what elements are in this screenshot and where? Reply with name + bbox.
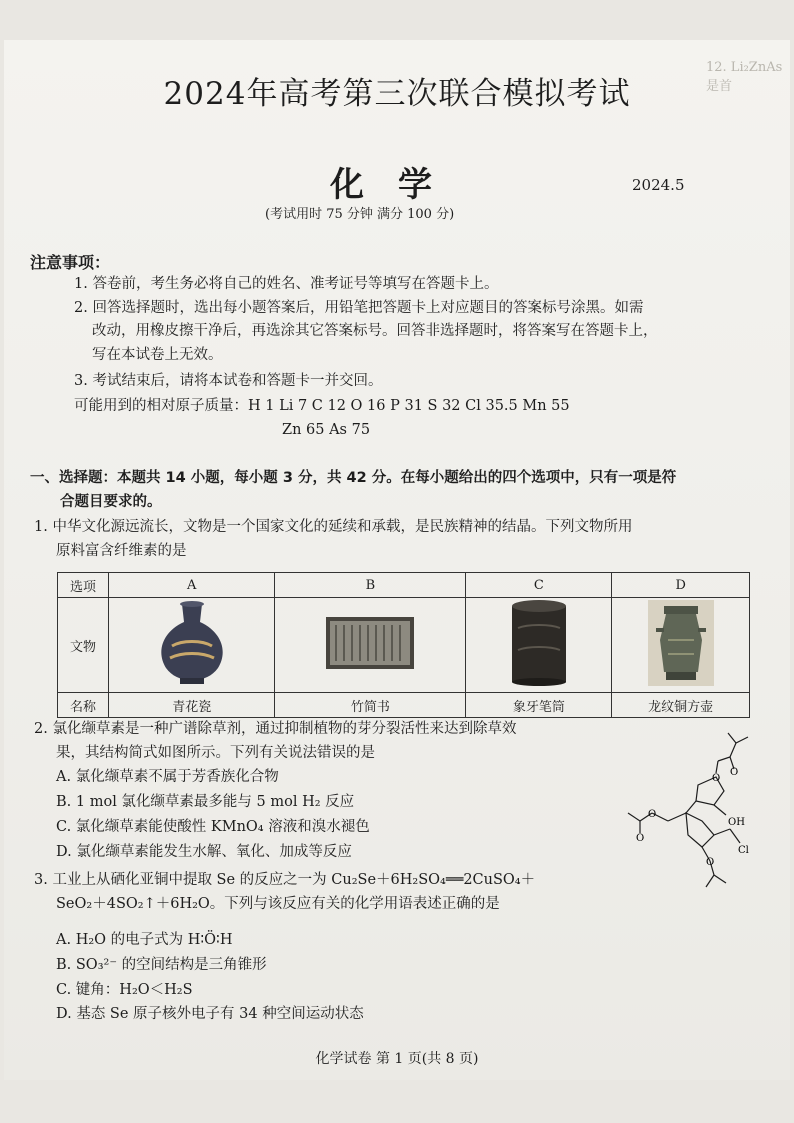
atomic-mass-line: Zn 65 As 75: [282, 422, 371, 438]
q3-option-d: D. 基态 Se 原子核外电子有 34 种空间运动状态: [56, 1006, 364, 1022]
bamboo-slips-image: [324, 615, 416, 671]
atom-label: O: [730, 767, 739, 778]
section-heading: 合题目要求的。: [60, 494, 162, 510]
artifact-image-cell: [466, 598, 612, 693]
atom-label: Cl: [738, 845, 749, 856]
exam-title: 2024年高考第三次联合模拟考试: [163, 76, 631, 112]
notice-line: 3. 考试结束后，请将本试卷和答题卡一并交回。: [74, 373, 383, 389]
notice-line: 改动，用橡皮擦干净后，再选涂其它答案标号。回答非选择题时，将答案写在答题卡上，: [92, 323, 658, 339]
bleed-through-text: 12. Li₂ZnAs 是首: [706, 60, 783, 94]
artifact-name: 龙纹铜方壶: [612, 693, 750, 718]
q3-option-a: A. H₂O 的电子式为 H∶Ö∶H: [56, 932, 233, 948]
notice-line: 1. 答卷前，考生务必将自己的姓名、准考证号等填写在答题卡上。: [74, 276, 499, 292]
q3-option-b: B. SO₃²⁻ 的空间结构是三角锥形: [56, 957, 267, 973]
atom-label: OH: [728, 817, 745, 828]
artifact-name: 竹简书: [275, 693, 466, 718]
q3-stem: 3. 工业上从硒化亚铜中提取 Se 的反应之一为 Cu₂Se＋6H₂SO₄══2CuSO₄＋: [34, 872, 536, 888]
q2-option-b: B. 1 mol 氯化缬草素最多能与 5 mol H₂ 反应: [56, 794, 355, 810]
notice-heading: 注意事项：: [30, 253, 111, 272]
table-row-label: 选项: [58, 573, 109, 598]
atom-label: O: [648, 809, 657, 820]
q2-stem: 果，其结构简式如图所示。下列有关说法错误的是: [56, 745, 375, 761]
subject-title: 化学: [330, 165, 466, 205]
q2-option-a: A. 氯化缬草素不属于芳香族化合物: [56, 769, 279, 785]
artifact-name: 象牙笔筒: [466, 693, 612, 718]
atom-label: O: [706, 857, 715, 868]
bronze-pot-image: [648, 600, 714, 686]
section-heading: 一、选择题：本题共 14 小题，每小题 3 分，共 42 分。在每小题给出的四个选项中，只有一项是符: [30, 470, 677, 486]
atom-label: O: [636, 833, 645, 844]
q2-option-d: D. 氯化缬草素能发生水解、氧化、加成等反应: [56, 844, 352, 860]
exam-date: 2024.5: [632, 176, 685, 194]
artifact-image-cell: [109, 598, 275, 693]
porcelain-vase-image: [152, 600, 232, 686]
artifact-image-cell: [275, 598, 466, 693]
artifact-name: 青花瓷: [109, 693, 275, 718]
atomic-mass-line: 可能用到的相对原子质量：H 1 Li 7 C 12 O 16 P 31 S 32 Cl 35.5 Mn 55: [74, 398, 570, 414]
page-footer: 化学试卷 第 1 页(共 8 页): [315, 1051, 479, 1067]
table-row-label: 名称: [58, 693, 109, 718]
table-row-label: 文物: [58, 598, 109, 693]
atom-label: O: [712, 773, 721, 784]
q3-option-c: C. 键角：H₂O＜H₂S: [56, 982, 193, 998]
option-header: C: [466, 573, 612, 598]
q2-stem: 2. 氯化缬草素是一种广谱除草剂，通过抑制植物的芽分裂活性来达到除草效: [34, 721, 517, 737]
artifact-image-cell: [612, 598, 750, 693]
q1-stem: 1. 中华文化源远流长，文物是一个国家文化的延续和承载，是民族精神的结晶。下列文物所用: [34, 519, 633, 535]
option-header: B: [275, 573, 466, 598]
q3-stem: SeO₂＋4SO₂↑＋6H₂O。下列与该反应有关的化学用语表述正确的是: [56, 896, 500, 912]
exam-duration: (考试用时 75 分钟 满分 100 分): [265, 207, 455, 222]
notice-line: 2. 回答选择题时，选出每小题答案后，用铅笔把答题卡上对应题目的答案标号涂黑。如需: [74, 300, 644, 316]
artifact-table: [57, 572, 750, 718]
q1-stem: 原料富含纤维素的是: [56, 543, 187, 559]
chlorovaltrate-structure: [618, 725, 758, 890]
ivory-brush-pot-image: [504, 598, 574, 688]
option-header: D: [612, 573, 750, 598]
q2-option-c: C. 氯化缬草素能使酸性 KMnO₄ 溶液和溴水褪色: [56, 819, 370, 835]
option-header: A: [109, 573, 275, 598]
notice-line: 写在本试卷上无效。: [92, 347, 223, 363]
